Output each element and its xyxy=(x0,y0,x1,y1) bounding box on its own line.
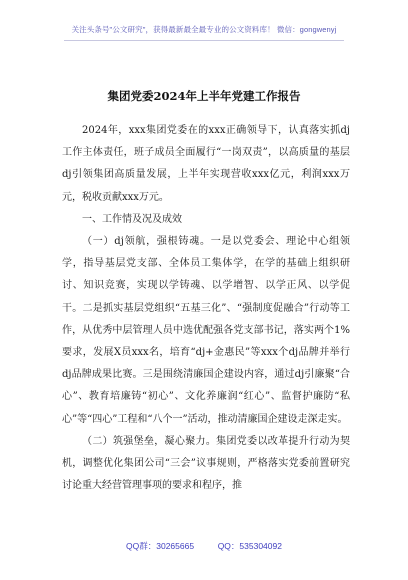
document-title: 集团党委2024年上半年党建工作报告 xyxy=(107,89,301,103)
header-divider xyxy=(64,40,344,41)
document-body xyxy=(62,120,350,497)
section-heading: 一、工作情及况及成效 xyxy=(82,213,182,225)
header-banner: 关注头条号"公文研究"，获得最新最全最专业的公文资料库！ 微信：gongwenyj xyxy=(71,25,337,34)
intro-paragraph: 2024年，xxx集团党委在的xxx正确领导下，认真落实抓dj工作主体责任，班子成员全面履行“一岗双责”，以高质量的基层dj引领集团高质量发展，上半年实现营收xxx亿元，利润xxx万元，税收贡献xxx万元。 xyxy=(62,125,350,203)
body-paragraph-1: （一）dj领航，强根铸魂。一是以党委会、理论中心组领学，指导基层党支部、全体员工集体学，在学的基础上组织研讨、知识竞赛，实现以学铸魂、以学增智、以学正风、以学促干。二是抓实基层党组织“五基三化”、“强制度促融合”行动等工作，从优秀中层管理人员中选优配强各党支部书记，落实两个1%要求，发展X员xxx名，培育“dj+金惠民”等xxx个dj品牌并举行dj品牌成果比赛。三是围绕清廉国企建设内容，通过dj引廉聚“合心”、教育培廉铸“初心”、文化养廉润“红心”、监督护廉防“私心”等“四心”工程和“八个一”活动，推动清廉国企建设走深走实。 xyxy=(62,236,350,425)
body-paragraph-2: （二）筑强堡垒，凝心聚力。集团党委以改革提升行动为契机，调整优化集团公司“三会”议事规则，严格落实党委前置研究讨论重大经营管理事项的要求和程序，推 xyxy=(62,435,350,492)
footer-contact: QQ群：30265665 QQ：535304092 xyxy=(126,541,282,551)
